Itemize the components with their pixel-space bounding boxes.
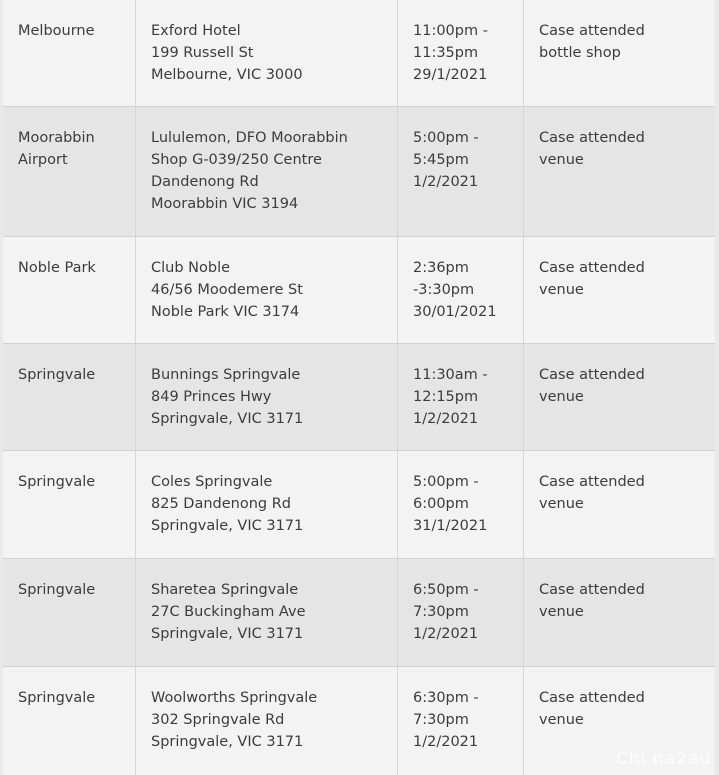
notes-cell: Case attended venue [539,474,645,512]
time-cell: 5:00pm - 5:45pm 1/2/2021 [398,107,524,236]
table-row [3,667,715,775]
suburb-cell: Springvale [3,667,136,775]
suburb-cell: Moorabbin Airport [3,107,136,236]
time-cell: 11:30am - 12:15pm 1/2/2021 [398,344,524,450]
table-row [3,559,715,667]
site-cell: Sharetea Springvale 27C Buckingham Ave Springvale, VIC 3171 [136,559,398,666]
time-cell: 6:50pm - 7:30pm 1/2/2021 [398,559,524,666]
site-cell: Coles Springvale 825 Dandenong Rd Springvale, VIC 3171 [136,451,398,558]
suburb-cell: Springvale [3,451,136,558]
notes-cell: Case attended venue [539,260,645,298]
site-cell: Lululemon, DFO Moorabbin Shop G-039/250 Centre Dandenong Rd Moorabbin VIC 3194 [136,107,398,236]
time-cell: 5:00pm - 6:00pm 31/1/2021 [398,451,524,558]
table-row [3,344,715,451]
table-row [3,107,715,237]
time-cell: 11:00pm - 11:35pm 29/1/2021 [398,0,524,106]
time-cell: 2:36pm -3:30pm 30/01/2021 [398,237,524,343]
exposure-sites-table [3,0,715,775]
site-cell: Club Noble 46/56 Moodemere St Noble Park VIC 3174 [136,237,398,343]
table-row [3,451,715,559]
table-row [3,0,715,107]
suburb-cell: Springvale [3,559,136,666]
suburb-cell: Melbourne [3,0,136,106]
site-cell: Exford Hotel 199 Russell St Melbourne, VIC 3000 [136,0,398,106]
time-cell: 6:30pm - 7:30pm 1/2/2021 [398,667,524,775]
notes-cell: Case attended venue [539,130,645,168]
suburb-cell: Springvale [3,344,136,450]
site-cell: Woolworths Springvale 302 Springvale Rd Springvale, VIC 3171 [136,667,398,775]
suburb-cell: Noble Park [3,237,136,343]
notes-cell: Case attended venue [539,690,645,728]
table-row [3,237,715,344]
notes-cell: Case attended venue [539,582,645,620]
notes-cell: Case attended bottle shop [539,23,645,61]
notes-cell: Case attended venue [539,367,645,405]
site-cell: Bunnings Springvale 849 Princes Hwy Springvale, VIC 3171 [136,344,398,450]
watermark: Chi na2au [616,749,711,769]
